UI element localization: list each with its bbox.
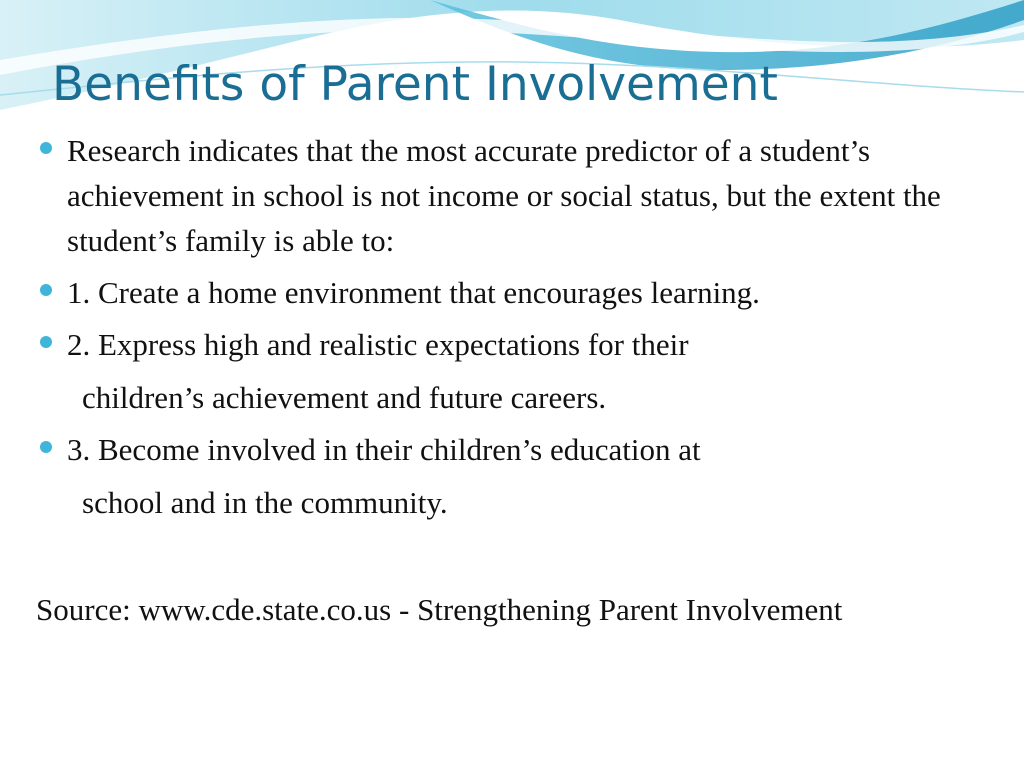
bullet-text: Research indicates that the most accurate predictor of a student’s achievement in school is not income or social status, but the extent the student’s family is able to: — [67, 133, 941, 258]
bullet-text-line1: 3. Become involved in their children’s education at — [67, 432, 701, 467]
list-item — [36, 128, 996, 263]
list-item — [36, 427, 996, 525]
bullet-text-line1: 2. Express high and realistic expectations for their — [67, 327, 689, 362]
bullet-dot-icon — [40, 441, 52, 453]
bullet-list — [36, 128, 996, 532]
bullet-text-line2: children’s achievement and future careers. — [82, 380, 607, 415]
bullet-dot-icon — [40, 336, 52, 348]
bullet-dot-icon — [40, 142, 52, 154]
list-item — [36, 322, 996, 420]
source-citation: Source: www.cde.state.co.us - Strengthening Parent Involvement — [36, 592, 843, 627]
bullet-text-line2: school and in the community. — [82, 485, 448, 520]
list-item — [36, 270, 996, 315]
slide-title: Benefits of Parent Involvement — [52, 57, 778, 112]
bullet-text: 1. Create a home environment that encourages learning. — [67, 275, 760, 310]
bullet-dot-icon — [40, 284, 52, 296]
